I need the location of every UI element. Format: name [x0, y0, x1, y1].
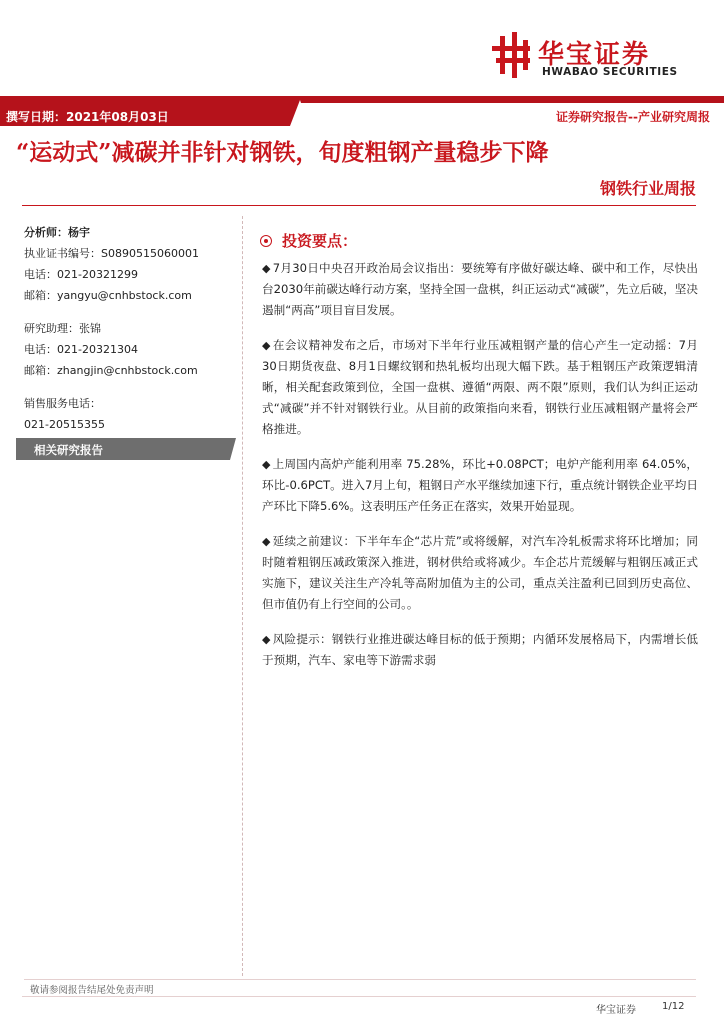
- analyst-email[interactable]: 邮箱：yangyu@cnhbstock.com: [24, 289, 192, 302]
- assistant-email[interactable]: 邮箱：zhangjin@cnhbstock.com: [24, 364, 198, 377]
- sales-label: 销售服务电话：: [24, 397, 101, 410]
- diamond-bullet-icon: ◆: [262, 535, 271, 548]
- diamond-bullet-icon: ◆: [262, 339, 271, 352]
- related-reports-tab[interactable]: [16, 438, 236, 460]
- analyst-cert: 执业证书编号：S0890515060001: [24, 247, 199, 260]
- hwabao-logo-mark-icon: [490, 32, 534, 78]
- sales-phone: 021-20515355: [24, 418, 105, 431]
- target-icon: [260, 235, 272, 247]
- diamond-bullet-icon: ◆: [262, 458, 271, 471]
- diamond-bullet-icon: ◆: [262, 262, 271, 275]
- investment-point: ◆ 7月30日中央召开政治局会议指出：要统筹有序做好碳达峰、碳中和工作，尽快出台2030年前碳达峰行动方案，坚持全国一盘棋，纠正运动式“减碳”，先立后破，坚决遏制“两高”项目盲目发展。: [262, 261, 698, 317]
- report-title: “运动式”减碳并非针对钢铁，旬度粗钢产量稳步下降: [16, 139, 549, 166]
- assistant-phone: 电话：021-20321304: [24, 343, 138, 356]
- footer-divider-lower: [22, 996, 696, 997]
- investment-points: [262, 258, 698, 685]
- footer-divider: [24, 979, 696, 980]
- investment-point: ◆ 风险提示：钢铁行业推进碳达峰目标的低于预期；内循环发展格局下，内需增长低于预期，汽车、家电等下游需求弱: [262, 632, 698, 667]
- report-type: 证券研究报告--产业研究周报: [556, 110, 710, 124]
- title-divider: [22, 205, 696, 206]
- related-reports-label: 相关研究报告: [34, 443, 103, 457]
- investment-title: 投资要点：: [282, 232, 358, 250]
- investment-point: ◆ 上周国内高炉产能利用率 75.28%，环比+0.08PCT；电炉产能利用率 64.05%，环比-0.6PCT。进入7月上旬，粗钢日产水平继续加速下行，重点统计钢铁企业平均日产环比下降5.6%。这表明压产任务正在落实，效果开始显现。: [262, 457, 699, 513]
- diamond-bullet-icon: ◆: [262, 633, 271, 646]
- column-divider: [242, 216, 243, 976]
- footer-disclaimer[interactable]: 敬请参阅报告结尾处免责声明: [30, 985, 154, 996]
- company-logo: [490, 32, 690, 82]
- analyst-sidebar: [24, 222, 236, 435]
- investment-point: ◆ 延续之前建议：下半年车企“芯片荒”或将缓解，对汽车冷轧板需求将环比增加；同时随着粗钢压减政策深入推进，钢材供给或将减少。车企芯片荒缓解与粗钢压减正式实施下，建议关注生产冷轧等高附加值为主的公司，重点关注盈利已回到历史高位、但市值仍有上行空间的公司。。: [262, 534, 698, 611]
- logo-english-name: HWABAO SECURITIES: [542, 66, 678, 78]
- investment-point: ◆ 在会议精神发布之后，市场对下半年行业压减粗钢产量的信心产生一定动摇：7月30日期货夜盘、8月1日螺纹钢和热轧板均出现大幅下跌。基于粗钢压产政策逻辑清晰，相关配套政策到位，全国一盘棋、遵循“两限、两不限”原则，我们认为纠正运动式“减碳”并不针对钢铁行业。从目前的政策指向来看，钢铁行业压减粗钢产量将会严格推进。: [262, 338, 698, 436]
- report-subtitle: 钢铁行业周报: [599, 179, 696, 198]
- logo-chinese-name: 华宝证券: [538, 40, 651, 70]
- assistant-name: 研究助理：张锦: [24, 322, 101, 335]
- analyst-phone: 电话：021-20321299: [24, 268, 138, 281]
- report-date: 撰写日期：2021年08月03日: [6, 110, 169, 124]
- page-number: 1/12: [662, 1001, 685, 1012]
- analyst-name: 分析师：杨宇: [24, 226, 90, 239]
- investment-heading: [260, 230, 357, 251]
- footer-brand: 华宝证券: [596, 1005, 636, 1016]
